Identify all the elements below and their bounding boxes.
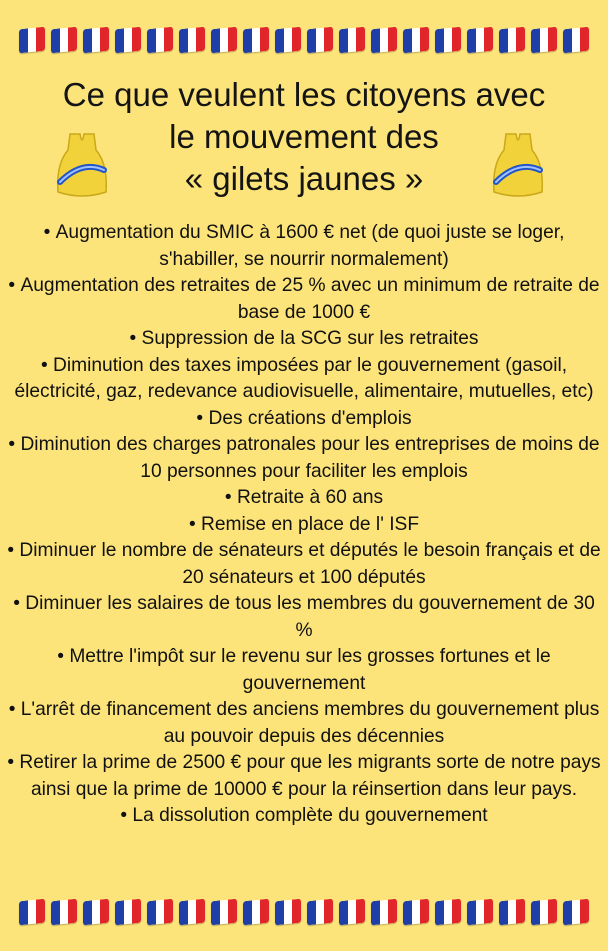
french-flag-icon (19, 27, 45, 54)
title-line-1: Ce que veulent les citoyens avec (62, 76, 546, 113)
french-flag-icon (499, 27, 525, 54)
list-item: • Diminution des taxes imposées par le gouvernement (gasoil, électricité, gaz, redevance audiovisuelle, alimentaire, mutuelles, etc) (4, 353, 604, 406)
french-flag-icon (51, 27, 77, 54)
french-flag-icon (563, 899, 589, 926)
list-item: • Augmentation des retraites de 25 % avec un minimum de retraite de base de 1000 € (4, 273, 604, 326)
list-item: • Augmentation du SMIC à 1600 € net (de quoi juste se loger, s'habiller, se nourrir normalement) (4, 220, 604, 273)
french-flag-icon (563, 27, 589, 54)
french-flag-icon (243, 27, 269, 54)
french-flag-icon (435, 27, 461, 54)
yellow-vest-icon (488, 130, 548, 200)
french-flag-icon (275, 899, 301, 926)
french-flag-icon (371, 899, 397, 926)
demands-list (4, 220, 604, 830)
top-flag-row (0, 28, 608, 52)
french-flag-icon (115, 27, 141, 54)
yellow-vest-icon (52, 130, 112, 200)
french-flag-icon (467, 27, 493, 54)
french-flag-icon (339, 899, 365, 926)
french-flag-icon (83, 899, 109, 926)
french-flag-icon (211, 27, 237, 54)
french-flag-icon (147, 27, 173, 54)
list-item: • Diminuer le nombre de sénateurs et députés le besoin français et de 20 sénateurs et 100 députés (4, 538, 604, 591)
french-flag-icon (531, 899, 557, 926)
list-item: • Suppression de la SCG sur les retraites (4, 326, 604, 353)
list-item: • Diminution des charges patronales pour les entreprises de moins de 10 personnes pour faciliter les emplois (4, 432, 604, 485)
french-flag-icon (435, 899, 461, 926)
french-flag-icon (403, 899, 429, 926)
list-item: • Diminuer les salaires de tous les membres du gouvernement de 30 % (4, 591, 604, 644)
french-flag-icon (339, 27, 365, 54)
french-flag-icon (19, 899, 45, 926)
list-item: • L'arrêt de financement des anciens membres du gouvernement plus au pouvoir depuis des décennies (4, 697, 604, 750)
french-flag-icon (275, 27, 301, 54)
french-flag-icon (83, 27, 109, 54)
french-flag-icon (179, 27, 205, 54)
list-item: • Remise en place de l' ISF (4, 512, 604, 539)
french-flag-icon (51, 899, 77, 926)
french-flag-icon (307, 899, 333, 926)
title-line-2: le mouvement des (169, 118, 439, 155)
french-flag-icon (179, 899, 205, 926)
list-item: • Retirer la prime de 2500 € pour que les migrants sorte de notre pays ainsi que la prime de 10000 € pour la réinsertion dans leur pays. (4, 750, 604, 803)
list-item: • Retraite à 60 ans (4, 485, 604, 512)
french-flag-icon (115, 899, 141, 926)
french-flag-icon (403, 27, 429, 54)
french-flag-icon (371, 27, 397, 54)
list-item: • Des créations d'emplois (4, 406, 604, 433)
french-flag-icon (243, 899, 269, 926)
french-flag-icon (147, 899, 173, 926)
bottom-flag-row (0, 900, 608, 924)
french-flag-icon (531, 27, 557, 54)
list-item: • Mettre l'impôt sur le revenu sur les grosses fortunes et le gouvernement (4, 644, 604, 697)
french-flag-icon (307, 27, 333, 54)
french-flag-icon (467, 899, 493, 926)
french-flag-icon (211, 899, 237, 926)
french-flag-icon (499, 899, 525, 926)
title-line-3: « gilets jaunes » (184, 160, 424, 197)
list-item: • La dissolution complète du gouvernement (4, 803, 604, 830)
